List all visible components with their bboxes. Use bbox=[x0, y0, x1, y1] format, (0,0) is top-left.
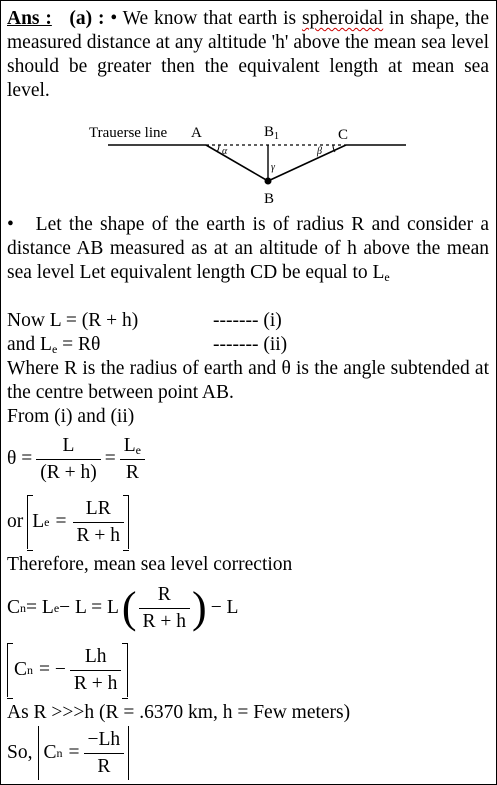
bullet-icon: • bbox=[110, 8, 118, 29]
bullet-icon: • bbox=[7, 214, 14, 235]
cn-correction-equation: C n = L e − L = L ( $\frac{R}{R + h}$ ) − L bbox=[7, 583, 239, 632]
radius-text: Let the shape of the earth is of radius R and consider a distance AB measured as at an altitude of h above the mean sea level Let equivalent length CD be equal to L bbox=[7, 214, 489, 283]
fraction-le-over-r: $\frac{L_e}{R}$ bbox=[120, 433, 145, 486]
beta-angle-label: β bbox=[317, 146, 322, 157]
point-b1-label: $B_1$ bbox=[264, 124, 280, 142]
spheroidal-word: spheroidal bbox=[301, 8, 384, 29]
theta-equation: θ = $\frac{L}{(R + h)}$ = $\frac{L_e}{R}$ bbox=[7, 431, 145, 487]
where-paragraph: Where R is the radius of earth and θ is the angle subtended at the centre between point AB. bbox=[7, 358, 489, 403]
part-label: (a) : bbox=[69, 8, 105, 29]
le-subscript: e bbox=[384, 270, 390, 284]
gamma-angle-label: γ bbox=[271, 162, 275, 173]
from-line: From (i) and (ii) bbox=[7, 406, 135, 427]
traverse-diagram bbox=[81, 119, 421, 211]
radius-paragraph bbox=[7, 213, 489, 285]
fraction-l-over-rh: $\frac{L}{(R + h)}$ bbox=[36, 433, 101, 486]
equation-ii: and $L_e = R\theta$ bbox=[7, 334, 101, 356]
cn-bracket-equation: C n = − $\frac{Lh}{R + h}$ bbox=[7, 641, 128, 699]
point-c-label: C bbox=[338, 127, 349, 143]
absolute-cn-equation: C n = $\frac{-Lh}{R}$ bbox=[38, 726, 129, 780]
equation-i-lhs: Now L = (R + h) bbox=[7, 310, 139, 331]
therefore-line: Therefore, mean sea level correction bbox=[7, 554, 293, 575]
bracketed-le-equation: L e = $\frac{LR}{R + h}$ bbox=[27, 495, 129, 549]
point-b-label: B bbox=[264, 191, 275, 207]
alpha-angle-label: α bbox=[222, 146, 228, 157]
answer-label: Ans : bbox=[7, 8, 52, 29]
equation-i-tag: ------- (i) bbox=[213, 310, 282, 331]
or-equation: or L e = $\frac{LR}{R + h}$ bbox=[7, 493, 129, 551]
point-a-label: A bbox=[191, 125, 202, 141]
traverse-line-label: Trauerse line bbox=[89, 125, 168, 141]
as-r-line: As R >>>h (R = .6370 km, h = Few meters) bbox=[7, 702, 351, 723]
intro-text-start: We know that earth is bbox=[122, 8, 302, 29]
intro-text-end: in shape, the measured distance at any altitude 'h' above the mean sea level should be greater then the equivalent length at mean sea level. bbox=[7, 8, 490, 101]
equation-i bbox=[7, 309, 138, 333]
equation-ii-tag: ------- (ii) bbox=[213, 334, 288, 355]
intro-paragraph bbox=[7, 7, 489, 103]
so-equation: So, C n = $\frac{-Lh}{R}$ bbox=[7, 725, 129, 781]
